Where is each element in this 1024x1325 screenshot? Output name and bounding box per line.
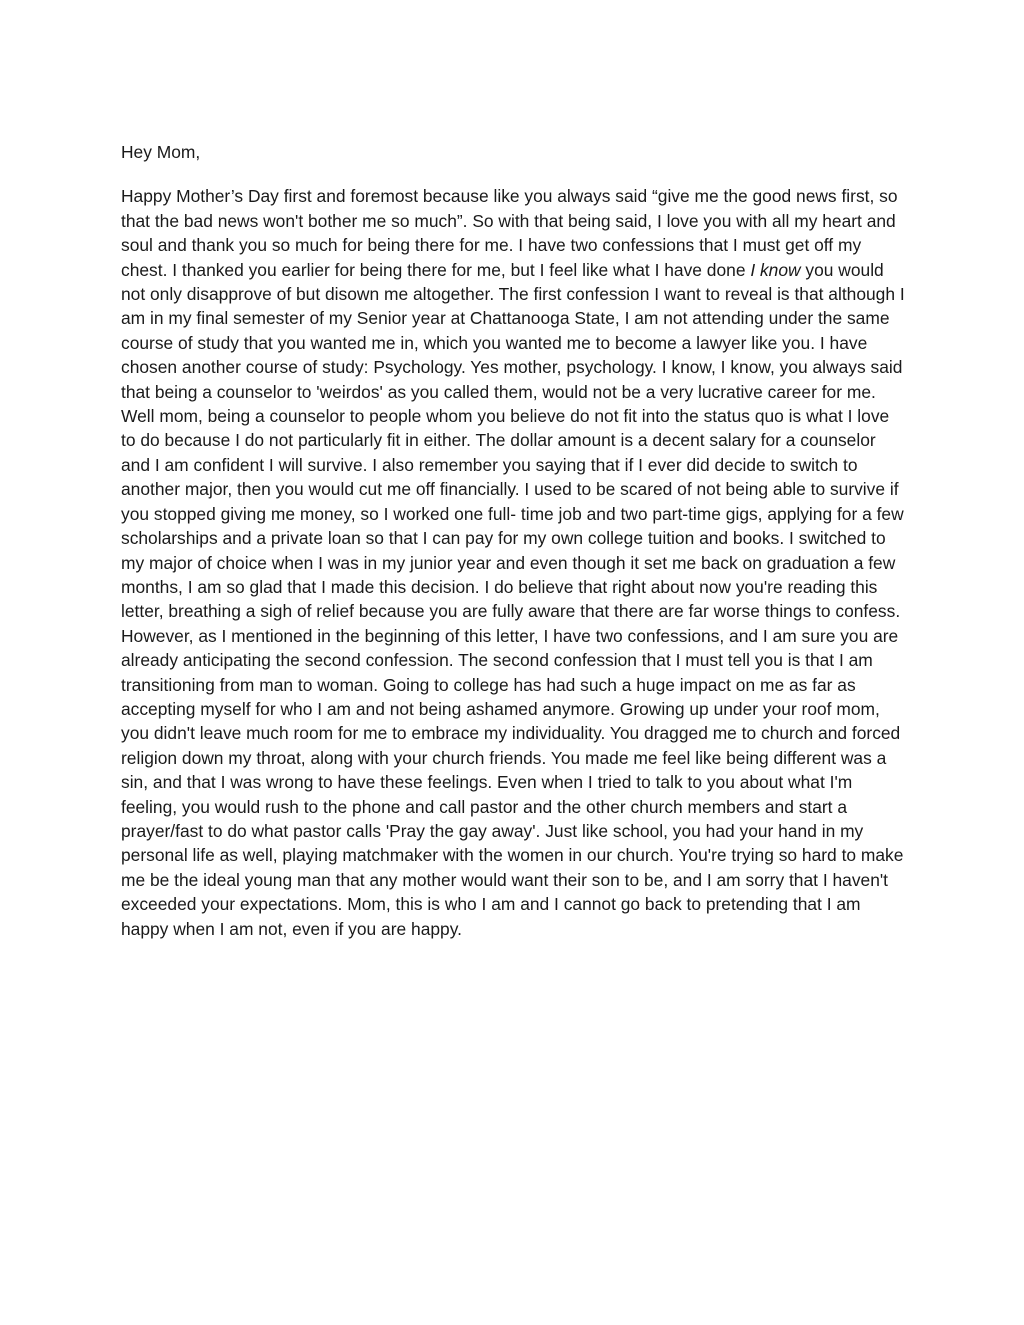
letter-paragraph xyxy=(121,184,906,941)
letter-emphasis-text: I know xyxy=(750,259,801,280)
letter-greeting: Hey Mom, xyxy=(121,142,201,162)
letter-text-part2: you would not only disapprove of but disown me altogether. The first confession I want to reveal is that although I am in my final semester of my Senior year at Chattanooga State, I am not attending under the same course of study that you wanted me in, which you wanted me to become a lawyer like you. I have chosen another course of study: Psychology. Yes mother, psychology. I know, I know, you always said that being a counselor to 'weirdos' as you called them, would not be a very lucrative career for me. Well mom, being a counselor to people whom you believe do not fit into the status quo is what I love to do because I do not particularly fit in either. The dollar amount is a decent salary for a counselor and I am confident I will survive. I also remember you saying that if I ever did decide to switch to another major, then you would cut me off financially. I used to be scared of not being able to survive if you stopped giving me money, so I worked one full- time job and two part-time gigs, applying for a few scholarships and a private loan so that I can pay for my own college tuition and books. I switched to my major of choice when I was in my junior year and even though it set me back on graduation a few months, I am so glad that I made this decision. I do believe that right about now you're reading this letter, breathing a sigh of relief because you are fully aware that there are far worse things to confess. However, as I mentioned in the beginning of this letter, I have two confessions, and I am sure you are already anticipating the second confession. The second confession that I must tell you is that I am transitioning from man to woman. Going to college has had such a huge impact on me as far as accepting myself for who I am and not being ashamed anymore. Growing up under your roof mom, you didn't leave much room for me to embrace my individuality. You dragged me to church and forced religion down my throat, along with your church friends. You made me feel like being different was a sin, and that I was wrong to have these feelings. Even when I tried to talk to you about what I'm feeling, you would rush to the phone and call pastor and the other church members and start a prayer/fast to do what pastor calls 'Pray the gay away'. Just like school, you had your hand in my personal life as well, playing matchmaker with the women in our church. You're trying so hard to make me be the ideal young man that any mother would want their son to be, and I am sorry that I haven't exceeded your expectations. Mom, this is who I am and I cannot go back to pretending that I am happy when I am not, even if you are happy. xyxy=(121,259,905,939)
letter-text-part1: Happy Mother’s Day first and foremost because like you always said “give me the good news first, so that the bad news won't bother me so much”. So with that being said, I love you with all my heart and soul and thank you so much for being there for me. I have two confessions that I must get off my chest. I thanked you earlier for being there for me, but I feel like what I have done xyxy=(121,186,898,280)
letter-body xyxy=(121,140,906,941)
